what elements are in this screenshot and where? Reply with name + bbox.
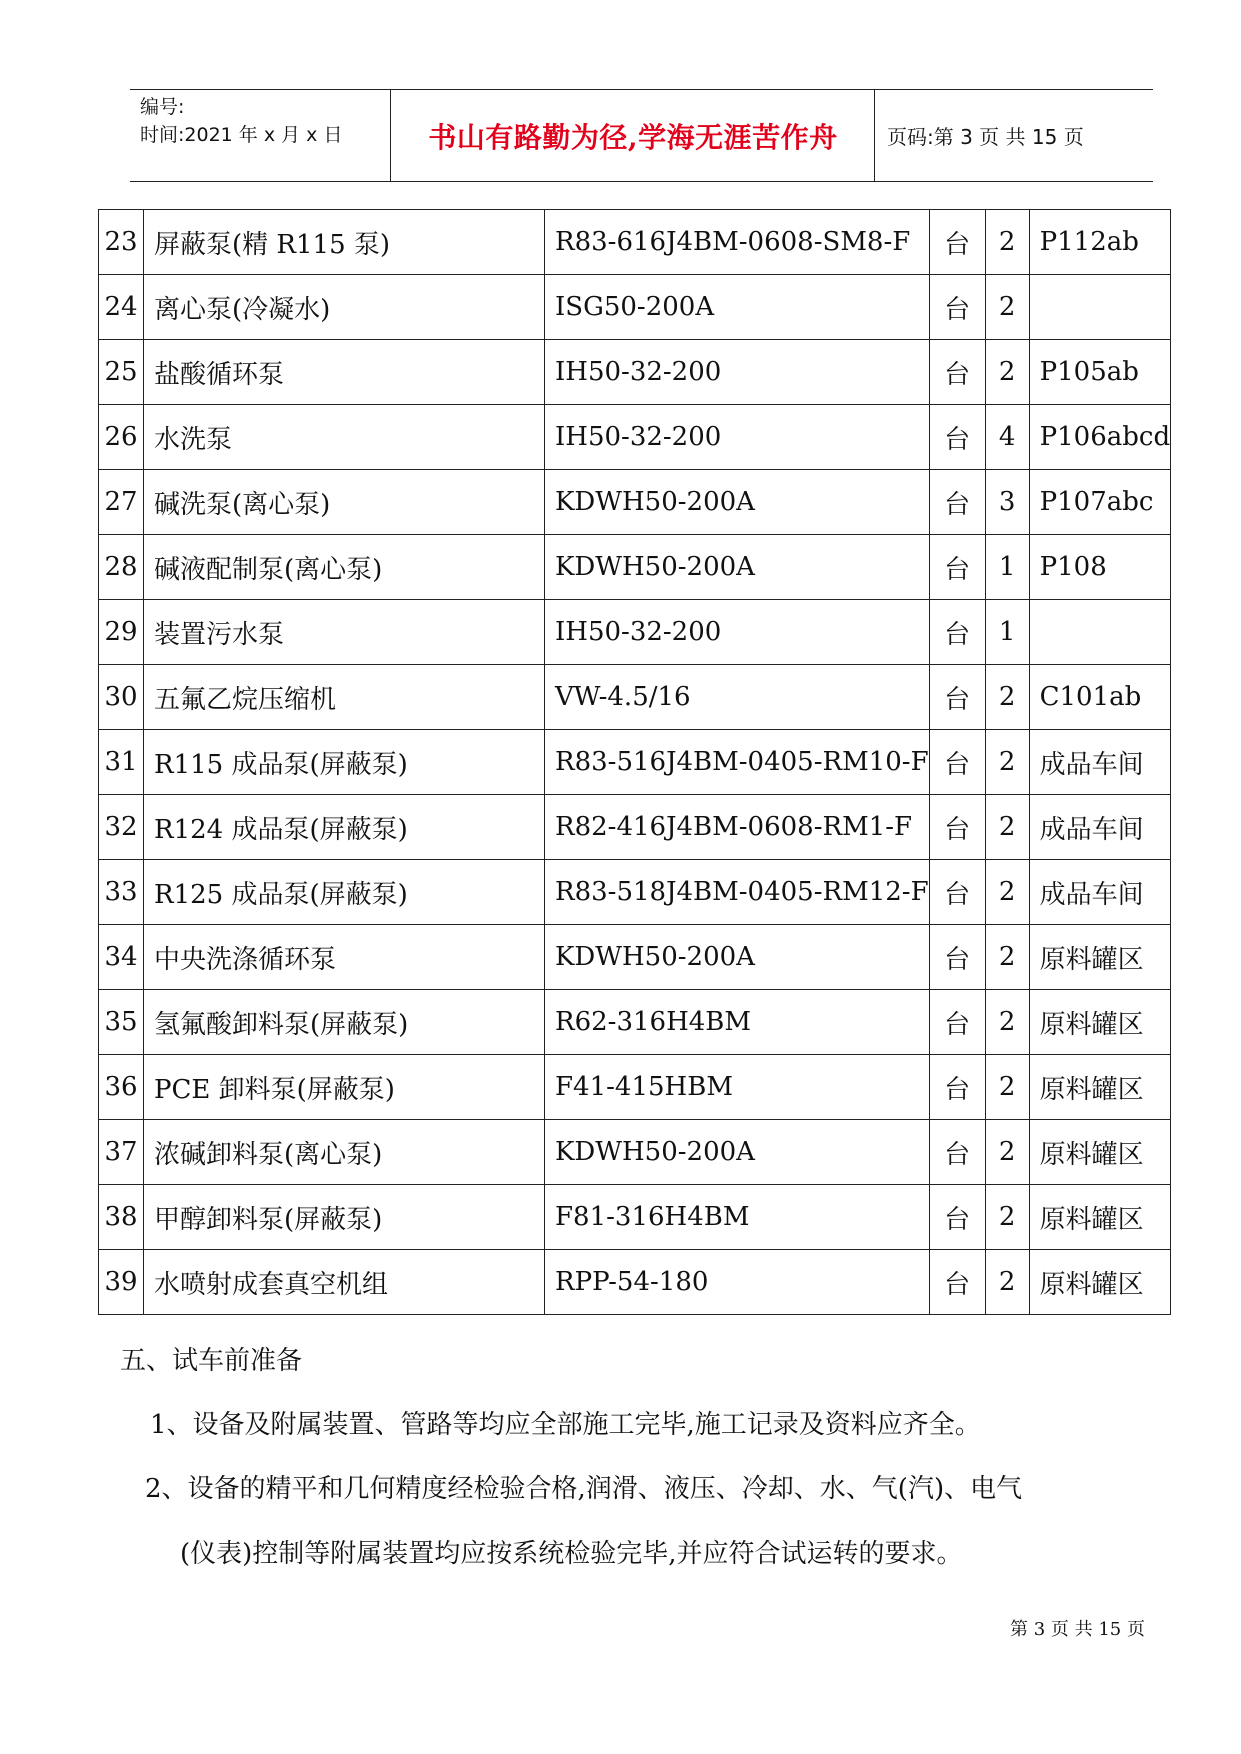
table-row xyxy=(99,1185,1171,1250)
equipment-unit: 台 xyxy=(929,1250,985,1315)
row-number: 29 xyxy=(99,600,144,665)
equipment-quantity: 2 xyxy=(985,1055,1029,1120)
table-row xyxy=(99,210,1171,275)
equipment-unit: 台 xyxy=(929,925,985,990)
header-meta xyxy=(140,93,390,149)
equipment-quantity: 2 xyxy=(985,275,1029,340)
equipment-model: ISG50-200A xyxy=(545,275,930,340)
equipment-note: 原料罐区 xyxy=(1029,990,1170,1055)
equipment-quantity: 2 xyxy=(985,730,1029,795)
table-row xyxy=(99,1250,1171,1315)
equipment-unit: 台 xyxy=(929,860,985,925)
equipment-name: R115 成品泵(屏蔽泵) xyxy=(144,730,545,795)
header-divider xyxy=(874,90,875,181)
equipment-model: IH50-32-200 xyxy=(545,405,930,470)
row-number: 36 xyxy=(99,1055,144,1120)
equipment-unit: 台 xyxy=(929,340,985,405)
row-number: 27 xyxy=(99,470,144,535)
equipment-name: PCE 卸料泵(屏蔽泵) xyxy=(144,1055,545,1120)
table-row xyxy=(99,535,1171,600)
equipment-quantity: 2 xyxy=(985,1250,1029,1315)
equipment-unit: 台 xyxy=(929,1055,985,1120)
row-number: 24 xyxy=(99,275,144,340)
row-number: 31 xyxy=(99,730,144,795)
equipment-unit: 台 xyxy=(929,730,985,795)
equipment-note: P112ab xyxy=(1029,210,1170,275)
row-number: 25 xyxy=(99,340,144,405)
equipment-model: IH50-32-200 xyxy=(545,340,930,405)
equipment-name: 屏蔽泵(精 R115 泵) xyxy=(144,210,545,275)
equipment-name: 装置污水泵 xyxy=(144,600,545,665)
equipment-quantity: 2 xyxy=(985,340,1029,405)
table-row xyxy=(99,1055,1171,1120)
table-row xyxy=(99,275,1171,340)
equipment-model: KDWH50-200A xyxy=(545,535,930,600)
equipment-quantity: 1 xyxy=(985,600,1029,665)
page-header xyxy=(130,89,1153,182)
table-row xyxy=(99,1120,1171,1185)
equipment-note: 原料罐区 xyxy=(1029,1055,1170,1120)
equipment-model: KDWH50-200A xyxy=(545,925,930,990)
page-footer: 第 3 页 共 15 页 xyxy=(1010,1619,1145,1640)
row-number: 39 xyxy=(99,1250,144,1315)
row-number: 34 xyxy=(99,925,144,990)
equipment-table xyxy=(98,209,1171,1315)
equipment-model: IH50-32-200 xyxy=(545,600,930,665)
equipment-model: KDWH50-200A xyxy=(545,1120,930,1185)
equipment-quantity: 2 xyxy=(985,990,1029,1055)
equipment-model: F41-415HBM xyxy=(545,1055,930,1120)
equipment-note: P108 xyxy=(1029,535,1170,600)
equipment-name: 浓碱卸料泵(离心泵) xyxy=(144,1120,545,1185)
table-row xyxy=(99,665,1171,730)
table-row xyxy=(99,990,1171,1055)
equipment-name: 碱液配制泵(离心泵) xyxy=(144,535,545,600)
equipment-table-body xyxy=(99,210,1171,1315)
row-number: 26 xyxy=(99,405,144,470)
equipment-model: R83-516J4BM-0405-RM10-F xyxy=(545,730,930,795)
section-item-1: 1、设备及附属装置、管路等均应全部施工完毕,施工记录及资料应齐全。 xyxy=(150,1410,981,1440)
section-item-2-line-1: 2、设备的精平和几何精度经检验合格,润滑、液压、冷却、水、气(汽)、电气 xyxy=(145,1474,1023,1504)
equipment-name: R124 成品泵(屏蔽泵) xyxy=(144,795,545,860)
equipment-note: P105ab xyxy=(1029,340,1170,405)
equipment-unit: 台 xyxy=(929,600,985,665)
equipment-quantity: 2 xyxy=(985,795,1029,860)
equipment-unit: 台 xyxy=(929,535,985,600)
equipment-model: RPP-54-180 xyxy=(545,1250,930,1315)
equipment-model: F81-316H4BM xyxy=(545,1185,930,1250)
equipment-note: P106abcd xyxy=(1029,405,1170,470)
equipment-name: R125 成品泵(屏蔽泵) xyxy=(144,860,545,925)
header-divider xyxy=(390,90,391,181)
equipment-unit: 台 xyxy=(929,665,985,730)
equipment-unit: 台 xyxy=(929,210,985,275)
row-number: 23 xyxy=(99,210,144,275)
equipment-quantity: 2 xyxy=(985,860,1029,925)
section-item-2-line-2: (仪表)控制等附属装置均应按系统检验完毕,并应符合试运转的要求。 xyxy=(180,1539,963,1569)
equipment-quantity: 2 xyxy=(985,210,1029,275)
equipment-quantity: 2 xyxy=(985,1185,1029,1250)
equipment-unit: 台 xyxy=(929,1185,985,1250)
equipment-note: 原料罐区 xyxy=(1029,925,1170,990)
equipment-name: 甲醇卸料泵(屏蔽泵) xyxy=(144,1185,545,1250)
equipment-note xyxy=(1029,275,1170,340)
equipment-model: R83-616J4BM-0608-SM8-F xyxy=(545,210,930,275)
row-number: 38 xyxy=(99,1185,144,1250)
equipment-name: 中央洗涤循环泵 xyxy=(144,925,545,990)
equipment-name: 碱洗泵(离心泵) xyxy=(144,470,545,535)
equipment-note xyxy=(1029,600,1170,665)
table-row xyxy=(99,860,1171,925)
document-time-label: 时间:2021 年 x 月 x 日 xyxy=(140,124,343,146)
equipment-unit: 台 xyxy=(929,470,985,535)
equipment-model: R82-416J4BM-0608-RM1-F xyxy=(545,795,930,860)
document-number-label: 编号: xyxy=(140,96,185,118)
equipment-model: R83-518J4BM-0405-RM12-F xyxy=(545,860,930,925)
row-number: 35 xyxy=(99,990,144,1055)
table-row xyxy=(99,925,1171,990)
equipment-model: R62-316H4BM xyxy=(545,990,930,1055)
equipment-unit: 台 xyxy=(929,1120,985,1185)
table-row xyxy=(99,600,1171,665)
equipment-name: 水洗泵 xyxy=(144,405,545,470)
row-number: 32 xyxy=(99,795,144,860)
equipment-quantity: 3 xyxy=(985,470,1029,535)
equipment-note: P107abc xyxy=(1029,470,1170,535)
equipment-quantity: 2 xyxy=(985,1120,1029,1185)
equipment-unit: 台 xyxy=(929,795,985,860)
equipment-model: KDWH50-200A xyxy=(545,470,930,535)
equipment-quantity: 2 xyxy=(985,665,1029,730)
equipment-note: 成品车间 xyxy=(1029,795,1170,860)
equipment-name: 水喷射成套真空机组 xyxy=(144,1250,545,1315)
equipment-unit: 台 xyxy=(929,990,985,1055)
equipment-name: 五氟乙烷压缩机 xyxy=(144,665,545,730)
equipment-quantity: 4 xyxy=(985,405,1029,470)
row-number: 33 xyxy=(99,860,144,925)
table-row xyxy=(99,470,1171,535)
equipment-name: 离心泵(冷凝水) xyxy=(144,275,545,340)
equipment-note: 原料罐区 xyxy=(1029,1250,1170,1315)
table-row xyxy=(99,340,1171,405)
row-number: 28 xyxy=(99,535,144,600)
table-row xyxy=(99,730,1171,795)
header-motto: 书山有路勤为径,学海无涯苦作舟 xyxy=(428,120,838,154)
equipment-note: C101ab xyxy=(1029,665,1170,730)
equipment-note: 原料罐区 xyxy=(1029,1120,1170,1185)
equipment-quantity: 1 xyxy=(985,535,1029,600)
row-number: 30 xyxy=(99,665,144,730)
equipment-name: 盐酸循环泵 xyxy=(144,340,545,405)
equipment-name: 氢氟酸卸料泵(屏蔽泵) xyxy=(144,990,545,1055)
equipment-unit: 台 xyxy=(929,405,985,470)
equipment-quantity: 2 xyxy=(985,925,1029,990)
equipment-note: 成品车间 xyxy=(1029,730,1170,795)
table-row xyxy=(99,405,1171,470)
equipment-unit: 台 xyxy=(929,275,985,340)
equipment-note: 原料罐区 xyxy=(1029,1185,1170,1250)
equipment-note: 成品车间 xyxy=(1029,860,1170,925)
table-row xyxy=(99,795,1171,860)
row-number: 37 xyxy=(99,1120,144,1185)
equipment-model: VW-4.5/16 xyxy=(545,665,930,730)
section-heading: 五、试车前准备 xyxy=(120,1346,303,1376)
header-page-info: 页码:第 3 页 共 15 页 xyxy=(887,125,1084,149)
